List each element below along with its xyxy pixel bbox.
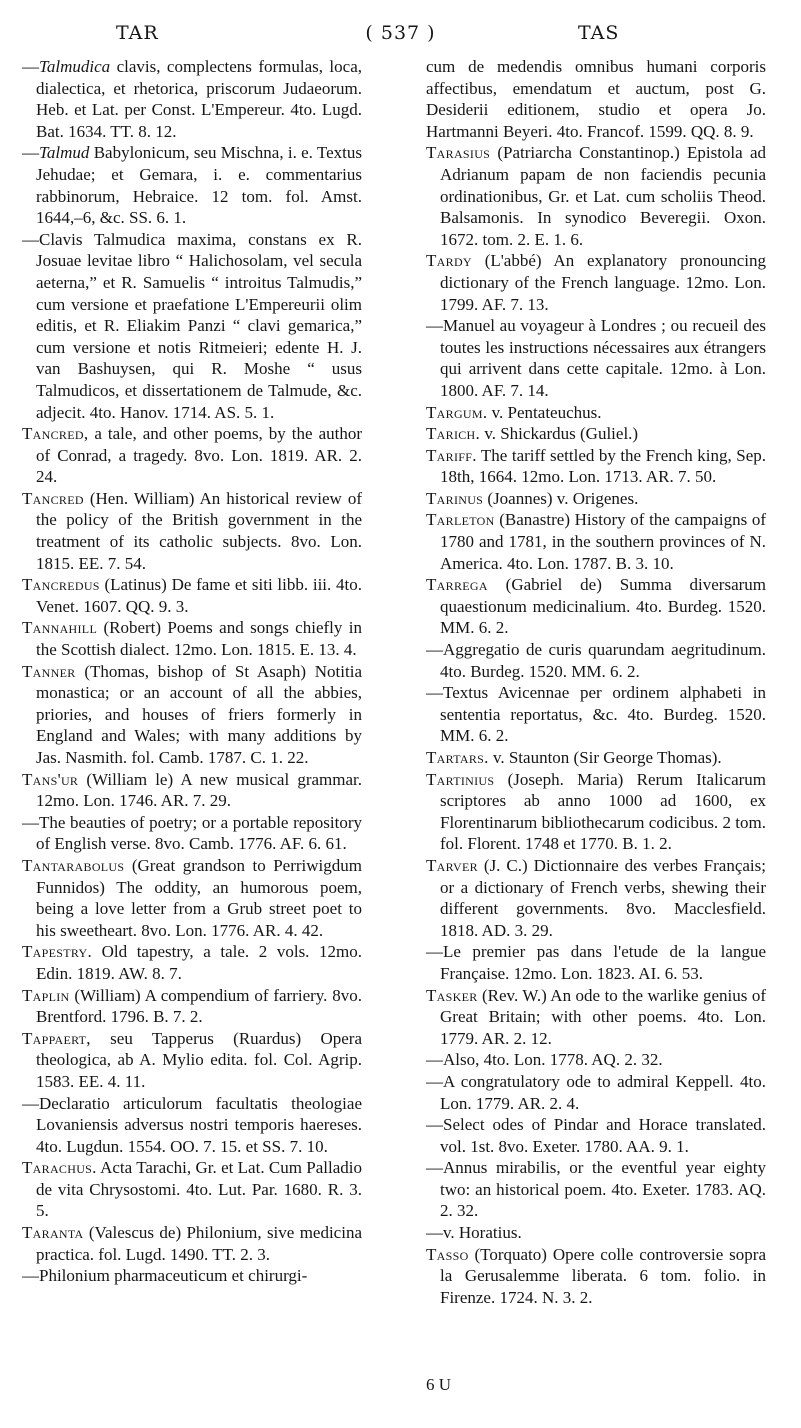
entry-text: (Valescus de) Philonium, sive medicina practica. fol. Lugd. 1490. TT. 2. 3.	[36, 1223, 362, 1264]
catalog-entry: —Talmud Babylonicum, seu Mischna, i. e. Textus Jehudae; et Gemara, i. e. commentarius rabbinorum, Hebraice. 12 tom. fol. Amst. 1644,–6, &c. SS. 6. 1.	[22, 143, 362, 228]
catalog-entry	[22, 617, 362, 660]
entry-text: (Great grandson to Perriwigdum Funnidos) The oddity, an humorous poem, being a love letter from a Grub street poet to his sweetheart. 8vo. Lon. 1776. AR. 4. 42.	[36, 855, 362, 940]
catalog-entry: —Aggregatio de curis quarundam aegritudinum. 4to. Burdeg. 1520. MM. 6. 2.	[426, 640, 766, 681]
entry-headword: Tantarabolus	[22, 855, 125, 875]
entry-headword: Tasker	[426, 985, 478, 1005]
catalog-entry	[426, 1244, 766, 1309]
entry-text: (Torquato) Opere colle controversie sopra la Gerusalemme liberata. 6 tom. folio. in Firenze. 1724. N. 3. 2.	[440, 1244, 766, 1307]
entry-headword: Tarver	[426, 855, 478, 875]
page-number: ( 537 )	[365, 22, 436, 44]
entry-headword: Tardy	[426, 251, 472, 271]
entry-headword: Tarachus.	[22, 1158, 97, 1178]
catalog-entry	[22, 423, 362, 488]
entry-headword: Tancred,	[22, 424, 89, 444]
entry-text: clavis, complectens formulas, loca, dialectica, et rhetorica, priscorum Judaeorum. Heb. et Lat. per Const. L'Empereur. 4to. Lugd. Bat. 1634. TT. 8. 12.	[36, 57, 362, 141]
catalog-entry: —v. Horatius.	[426, 1223, 522, 1243]
catalog-entry	[426, 423, 766, 445]
entry-text: (J. C.) Dictionnaire des verbes Français; or a dictionary of French verbs, shewing their different governments. 8vo. Macclesfield. 1818. AD. 3. 29.	[440, 855, 766, 940]
entry-text: (Joseph. Maria) Rerum Italicarum scriptores ab anno 1000 ad 1600, ex Florentinarum bibliothecarum codicibus. 2 tom. fol. Florent. 1748 et 1770. B. 1. 2.	[440, 769, 766, 854]
entry-headword: Tans'ur	[22, 769, 79, 789]
signature-mark: 6 U	[426, 1375, 452, 1394]
catalog-entry	[426, 402, 766, 424]
entry-text: Manuel au voyageur à Londres ; ou recueil des toutes les instructions nécessaires aux étrangers qui arrivent dans cette capitale. 12mo. à Lon. 1800. AF. 7. 14.	[440, 316, 766, 400]
entry-text: Annus mirabilis, or the eventful year eighty two: an historical poem. 4to. Exeter. 1783. AQ. 2. 32.	[440, 1158, 766, 1221]
left-column	[22, 56, 362, 1287]
catalog-entry	[22, 488, 362, 574]
catalog-entry	[22, 769, 362, 812]
entry-text: (Joannes) v. Origenes.	[483, 488, 639, 508]
entry-text: Old tapestry, a tale. 2 vols. 12mo. Edin. 1819. AW. 8. 7.	[36, 942, 362, 983]
entry-headword: Tasso	[426, 1244, 469, 1264]
entry-text: Acta Tarachi, Gr. et Lat. Cum Palladio de vita Chrysostomi. 4to. Lut. Par. 1680. R. 3. 5.	[36, 1158, 362, 1221]
entry-headword: Tarich.	[426, 424, 481, 444]
entry-headword: Taplin	[22, 985, 70, 1005]
catalog-entry	[22, 941, 362, 984]
running-header	[0, 14, 801, 48]
entry-headword: Tartars.	[426, 748, 489, 767]
entry-text: (Latinus) De fame et siti libb. iii. 4to. Venet. 1607. QQ. 9. 3.	[36, 575, 362, 616]
entry-text: Clavis Talmudica maxima, constans ex R. Josuae levitae libro “ Halichosolam, vel secula aeterna,” et R. Samuelis “ introitus Talmudis,” cum versione et praefatione L'Empereurii olim editis, et R. Eliakim Panzi “ clavi gemarica,” cum versione et notis Ritmeieri; edente H. J. van Bashuysen, qui R. Moshe “ usus Talmudicos, et dissertationem de Talmude, &c. adjecit. 4to. Hanov. 1714. AS. 5. 1.	[36, 229, 362, 422]
catalog-entry: —The beauties of poetry; or a portable repository of English verse. 8vo. Camb. 1776. AF. 6. 61.	[22, 812, 362, 854]
entry-text: (William) A compendium of farriery. 8vo. Brentford. 1796. B. 7. 2.	[36, 985, 362, 1027]
entry-headword: Tancredus	[22, 575, 100, 595]
entry-text: (L'abbé) An explanatory pronouncing dictionary of the French language. 12mo. Lon. 1799. AF. 7. 13.	[440, 251, 766, 314]
entry-headword: Tartinius	[426, 769, 495, 789]
catalog-entry: —Textus Avicennae per ordinem alphabeti in sententia reportatus, &c. 4to. Burdeg. 1520. MM. 6. 2.	[426, 683, 766, 746]
entry-text: (Hen. William) An historical review of the policy of the British government in the treatment of its catholic subjects. 8vo. Lon. 1815. EE. 7. 54.	[36, 488, 362, 573]
entry-text: Declaratio articulorum facultatis theologiae Lovaniensis adversus nostri temporis haereses. 4to. Lugdun. 1554. OO. 7. 15. et SS. 7. 10.	[36, 1093, 362, 1156]
entry-text: The tariff settled by the French king, Sep. 18th, 1664. 12mo. Lon. 1713. AR. 7. 50.	[440, 445, 766, 487]
entry-text: v. Horatius.	[443, 1223, 522, 1243]
entry-text: (Gabriel de) Summa diversarum quaestionum medicinalium. 4to. Burdeg. 1520. MM. 6. 2.	[440, 575, 766, 638]
entry-headword: Tarrega	[426, 575, 488, 595]
catalog-entry: —Talmudica clavis, complectens formulas, loca, dialectica, et rhetorica, priscorum Judaeorum. Heb. et Lat. per Const. L'Empereur. 4to. Lugd. Bat. 1634. TT. 8. 12.	[22, 57, 362, 141]
catalog-entry	[22, 1028, 362, 1093]
entry-text: Aggregatio de curis quarundam aegritudinum. 4to. Burdeg. 1520. MM. 6. 2.	[440, 640, 766, 681]
entry-text: Le premier pas dans l'etude de la langue Française. 12mo. Lon. 1823. AI. 6. 53.	[440, 942, 766, 983]
catalog-entry	[22, 574, 362, 617]
entry-text: Select odes of Pindar and Horace translated. vol. 1st. 8vo. Exeter. 1780. AA. 9. 1.	[440, 1115, 766, 1156]
catalog-entry	[426, 574, 766, 639]
catalog-entry: —Select odes of Pindar and Horace translated. vol. 1st. 8vo. Exeter. 1780. AA. 9. 1.	[426, 1115, 766, 1156]
entry-text: cum de medendis omnibus humani corporis affectibus, emendatum et auctum, post G. Desiderii editionem, studio et opera Jo. Hartmanni Beyeri. 4to. Francof. 1599. QQ. 8. 9.	[426, 57, 766, 141]
entry-text: (Rev. W.) An ode to the warlike genius of Great Britain; with other poems. 4to. Lon. 1779. AR. 2. 12.	[440, 985, 766, 1048]
entry-text: a tale, and other poems, by the author of Conrad, a tragedy. 8vo. Lon. 1819. AR. 2. 24.	[36, 424, 362, 487]
entry-text: (Thomas, bishop of St Asaph) Notitia monastica; or an account of all the abbies, priories, and houses of friers formerly in England and Wales; with many additions by Jas. Nasmith. fol. Camb. 1787. C. 1. 22.	[36, 661, 362, 767]
entry-text: (Banastre) History of the campaigns of 1780 and 1781, in the southern provinces of N. America. 4to. Lon. 1787. B. 3. 10.	[440, 510, 766, 573]
header-right-guide-word: TAS	[578, 22, 620, 44]
catalog-entry: —Declaratio articulorum facultatis theologiae Lovaniensis adversus nostri temporis haereses. 4to. Lugdun. 1554. OO. 7. 15. et SS. 7. 10.	[22, 1093, 362, 1156]
catalog-entry	[22, 1222, 362, 1265]
entry-text: (William le) A new musical grammar. 12mo. Lon. 1746. AR. 7. 29.	[36, 769, 362, 811]
catalog-entry: —Clavis Talmudica maxima, constans ex R. Josuae levitae libro “ Halichosolam, vel secula aeterna,” et R. Samuelis “ introitus Talmudis,” cum versione et praefatione L'Empereurii olim editis, et R. Eliakim Panzi “ clavi gemarica,” cum versione et notis Ritmeieri; edente H. J. van Bashuysen, qui R. Moshe “ usus Talmudicos, et dissertationem de Talmude, &c. adjecit. 4to. Hanov. 1714. AS. 5. 1.	[22, 229, 362, 422]
entry-text: Also, 4to. Lon. 1778. AQ. 2. 32.	[443, 1050, 663, 1070]
entry-headword: Tannahill	[22, 618, 98, 638]
catalog-entry	[426, 855, 766, 941]
entry-headword: Targum.	[426, 402, 488, 422]
catalog-entry	[426, 56, 766, 142]
entry-text: Textus Avicennae per ordinem alphabeti in sententia reportatus, &c. 4to. Burdeg. 1520. MM. 6. 2.	[440, 683, 766, 746]
catalog-entry	[426, 747, 766, 769]
entry-headword: Tarasius	[426, 143, 491, 163]
entry-text: v. Shickardus (Guliel.)	[480, 424, 639, 444]
catalog-entry: —Manuel au voyageur à Londres ; ou recueil des toutes les instructions nécessaires aux étrangers qui arrivent dans cette capitale. 12mo. à Lon. 1800. AF. 7. 14.	[426, 316, 766, 400]
catalog-entry	[426, 142, 766, 250]
entry-headword: Tarinus	[426, 488, 484, 508]
entry-headword: Tariff.	[426, 445, 477, 465]
entry-headword: Tancred	[22, 488, 84, 508]
entry-text: A congratulatory ode to admiral Keppell. 4to. Lon. 1779. AR. 2. 4.	[440, 1071, 766, 1113]
header-left-guide-word: TAR	[116, 22, 159, 44]
entry-text: Philonium pharmaceuticum et chirurgi-	[39, 1266, 308, 1286]
catalog-entry	[426, 769, 766, 855]
catalog-entry	[22, 661, 362, 769]
catalog-entry: —Philonium pharmaceuticum et chirurgi-	[22, 1266, 308, 1286]
catalog-entry: —A congratulatory ode to admiral Keppell. 4to. Lon. 1779. AR. 2. 4.	[426, 1071, 766, 1113]
entry-headword: Tapestry.	[22, 942, 93, 962]
right-column	[426, 56, 766, 1308]
catalog-entry	[426, 250, 766, 315]
catalog-entry	[22, 855, 362, 941]
catalog-entry	[426, 509, 766, 574]
catalog-entry: —Annus mirabilis, or the eventful year eighty two: an historical poem. 4to. Exeter. 1783. AQ. 2. 32.	[426, 1158, 766, 1221]
entry-headword: Tanner	[22, 661, 76, 681]
catalog-entry: —Le premier pas dans l'etude de la langue Française. 12mo. Lon. 1823. AI. 6. 53.	[426, 942, 766, 983]
entry-text: v. Pentateuchus.	[487, 402, 602, 422]
entry-text: (Robert) Poems and songs chiefly in the Scottish dialect. 12mo. Lon. 1815. E. 13. 4.	[36, 618, 362, 660]
catalog-entry	[426, 985, 766, 1050]
entry-italic-title: Talmud	[39, 143, 90, 163]
entry-italic-title: Talmudica	[39, 57, 111, 76]
entry-text: seu Tapperus (Ruardus) Opera theologica, ab A. Mylio edita. fol. Col. Agrip. 1583. EE. 4. 11.	[36, 1028, 362, 1091]
entry-text: The beauties of poetry; or a portable repository of English verse. 8vo. Camb. 1776. AF. 6. 61.	[36, 812, 362, 854]
entry-headword: Taranta	[22, 1223, 84, 1243]
catalog-entry	[22, 985, 362, 1028]
entry-text: v. Staunton (Sir George Thomas).	[488, 748, 722, 767]
entry-text: (Patriarcha Constantinop.) Epistola ad Adrianum papam de non faciendis pecunia ordinationibus, Gr. et Lat. cum scholiis Theod. Balsamonis. In synodico Beveregii. Oxon. 1672. tom. 2. E. 1. 6.	[440, 143, 766, 249]
entry-headword: Tappaert,	[22, 1028, 91, 1048]
catalog-entry	[426, 445, 766, 488]
entry-text: Babylonicum, seu Mischna, i. e. Textus Jehudae; et Gemara, i. e. commentarius rabbinorum, Hebraice. 12 tom. fol. Amst. 1644,–6, &c. SS. 6. 1.	[36, 143, 362, 228]
catalog-entry	[22, 1157, 362, 1222]
entry-headword: Tarleton	[426, 510, 495, 530]
catalog-entry	[426, 488, 766, 510]
catalog-entry: —Also, 4to. Lon. 1778. AQ. 2. 32.	[426, 1050, 663, 1070]
